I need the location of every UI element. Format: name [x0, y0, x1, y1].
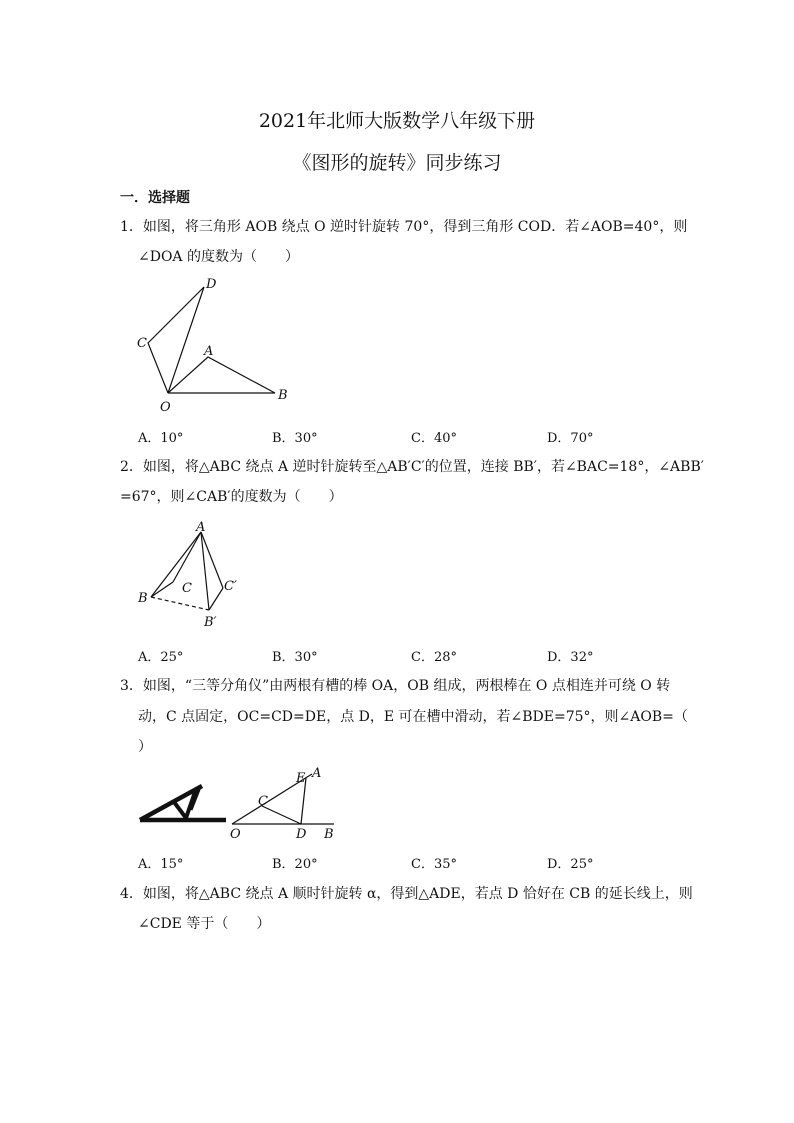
- label-b: B: [278, 388, 288, 403]
- question-1-line-1: 1．如图，将三角形 AOB 绕点 O 逆时针旋转 70°，得到三角形 COD．若∠AOB=40°，则: [120, 219, 688, 235]
- label-o: O: [230, 827, 241, 842]
- document-title: 2021年北师大版数学八年级下册: [258, 110, 536, 132]
- question-1-option-d[interactable]: D．70°: [547, 431, 594, 446]
- question-2-figure: [130, 516, 260, 634]
- segment-ab: [151, 532, 201, 597]
- label-a: A: [312, 766, 322, 781]
- label-d: D: [296, 827, 307, 842]
- question-2-option-b[interactable]: B．30°: [272, 650, 318, 665]
- segment-ac: [173, 532, 201, 582]
- question-3-line-2: 动，C 点固定，OC=CD=DE，点 D，E 可在槽中滑动，若∠BDE=75°，则∠AOB=（: [138, 709, 688, 725]
- question-1-option-a[interactable]: A．10°: [138, 431, 184, 446]
- segment-b-prime-c-prime: [209, 588, 223, 610]
- question-3-option-a[interactable]: A．15°: [138, 857, 184, 872]
- label-a: A: [196, 520, 206, 535]
- triangle-aob: [168, 357, 275, 393]
- question-2-option-d[interactable]: D．32°: [547, 650, 594, 665]
- triangle-cod: [148, 287, 204, 393]
- question-1-line-2: ∠DOA 的度数为（ ）: [138, 249, 299, 265]
- dashed-segment-bb-prime: [151, 597, 209, 610]
- label-c: C: [182, 581, 192, 596]
- question-2-option-c[interactable]: C．28°: [411, 650, 457, 665]
- label-c-prime: C′: [224, 579, 237, 594]
- label-d: D: [206, 277, 217, 292]
- question-3-option-c[interactable]: C．35°: [411, 857, 457, 872]
- label-b: B: [138, 591, 148, 606]
- question-4-line-1: 4．如图，将△ABC 绕点 A 顺时针旋转 α，得到△ADE，若点 D 恰好在 CB 的延长线上，则: [120, 886, 693, 902]
- question-1-option-b[interactable]: B．30°: [272, 431, 318, 446]
- question-2-option-a[interactable]: A．25°: [138, 650, 184, 665]
- question-2-line-2: =67°，则∠CAB′的度数为（ ）: [120, 489, 343, 505]
- question-1-option-c[interactable]: C．40°: [411, 431, 457, 446]
- label-a: A: [204, 344, 214, 359]
- section-heading: 一．选择题: [120, 190, 190, 206]
- question-3-figure: [228, 762, 348, 842]
- question-3-line-3: ）: [138, 739, 152, 755]
- label-c: C: [137, 336, 147, 351]
- document-subtitle: 《图形的旋转》同步练习: [292, 152, 502, 174]
- question-3-option-b[interactable]: B．20°: [272, 857, 318, 872]
- label-b: B: [324, 827, 334, 842]
- question-2-line-1: 2．如图，将△ABC 绕点 A 逆时针旋转至△AB′C′的位置，连接 BB′，若∠BAC=18°，∠ABB′: [120, 459, 704, 475]
- label-o: O: [160, 400, 171, 415]
- question-3-line-1: 3．如图，“三等分角仪”由两根有槽的棒 OA，OB 组成，两根棒在 O 点相连并可绕 O 转: [120, 678, 671, 694]
- question-4-line-2: ∠CDE 等于（ ）: [138, 916, 271, 932]
- question-1-figure: [130, 275, 300, 420]
- link-cd: [174, 802, 186, 818]
- label-b-prime: B′: [204, 615, 217, 630]
- label-c: C: [258, 794, 268, 809]
- segment-bc: [151, 582, 173, 597]
- question-3-option-d[interactable]: D．25°: [547, 857, 594, 872]
- label-e: E: [296, 771, 306, 786]
